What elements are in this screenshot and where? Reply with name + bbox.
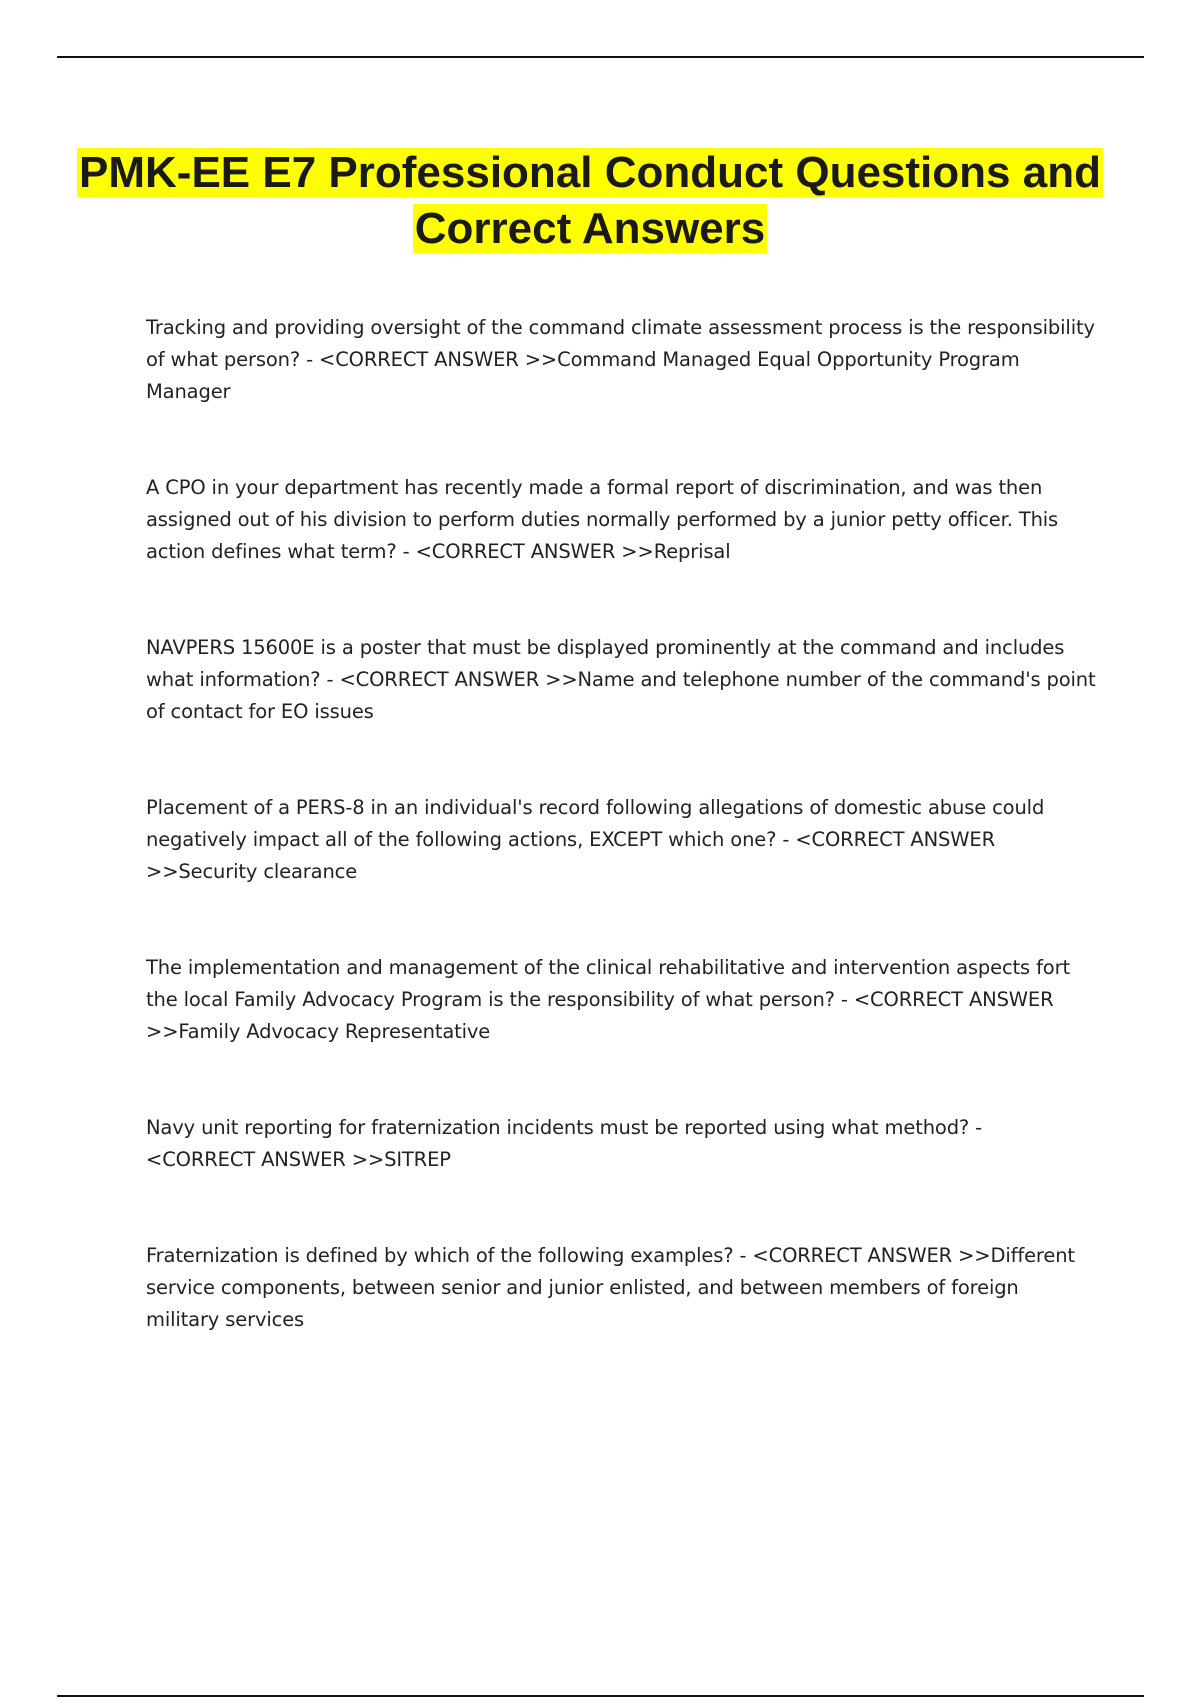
qa-item-6 <box>146 1112 1096 1176</box>
answer-marker: <CORRECT ANSWER >> <box>415 540 654 563</box>
separator: - <box>733 1244 753 1267</box>
qa-item-5 <box>146 952 1096 1048</box>
separator: - <box>834 988 854 1011</box>
title-block <box>60 145 1120 257</box>
answer-marker: <CORRECT ANSWER >> <box>146 828 1002 883</box>
separator: - <box>969 1116 989 1139</box>
answer-text: Different service components, between senior and junior enlisted, and between members of foreign military services <box>146 1244 1075 1331</box>
answer-marker: <CORRECT ANSWER >> <box>319 348 558 371</box>
answer-marker: <CORRECT ANSWER >> <box>146 1148 385 1171</box>
answer-marker: <CORRECT ANSWER >> <box>339 668 578 691</box>
answer-text: Command Managed Equal Opportunity Program Manager <box>146 348 1020 403</box>
answer-marker: <CORRECT ANSWER >> <box>146 988 1060 1043</box>
separator: - <box>776 828 796 851</box>
separator: - <box>396 540 416 563</box>
answer-text: Reprisal <box>653 540 731 563</box>
document-title: PMK-EE E7 Professional Conduct Questions and Correct Answers <box>79 148 1101 253</box>
qa-list <box>146 312 1096 1400</box>
top-divider <box>57 56 1144 58</box>
answer-marker: <CORRECT ANSWER >> <box>752 1244 991 1267</box>
bottom-divider <box>57 1695 1144 1697</box>
question-text: NAVPERS 15600E is a poster that must be displayed prominently at the command and includes what information? <box>146 636 1065 691</box>
answer-text: SITREP <box>384 1148 451 1171</box>
answer-text: Security clearance <box>178 860 358 883</box>
question-text: Navy unit reporting for fraternization incidents must be reported using what method? <box>146 1116 970 1139</box>
qa-item-2 <box>146 472 1096 568</box>
qa-item-7 <box>146 1240 1096 1336</box>
separator: - <box>300 348 320 371</box>
question-text: A CPO in your department has recently made a formal report of discrimination, and was then assigned out of his division to perform duties normally performed by a junior petty officer. This action defines what term? <box>146 476 1059 563</box>
question-text: Tracking and providing oversight of the command climate assessment process is the responsibility of what person? <box>146 316 1095 371</box>
question-text: Fraternization is defined by which of the following examples? <box>146 1244 734 1267</box>
answer-text: Name and telephone number of the command's point of contact for EO issues <box>146 668 1096 723</box>
qa-item-4 <box>146 792 1096 888</box>
qa-item-1 <box>146 312 1096 408</box>
question-text: Placement of a PERS-8 in an individual's record following allegations of domestic abuse could negatively impact all of the following actions, EXCEPT which one? <box>146 796 1045 851</box>
answer-text: Family Advocacy Representative <box>178 1020 491 1043</box>
question-text: The implementation and management of the clinical rehabilitative and intervention aspects fort the local Family Advocacy Program is the responsibility of what person? <box>146 956 1070 1011</box>
separator: - <box>320 668 340 691</box>
qa-item-3 <box>146 632 1096 728</box>
